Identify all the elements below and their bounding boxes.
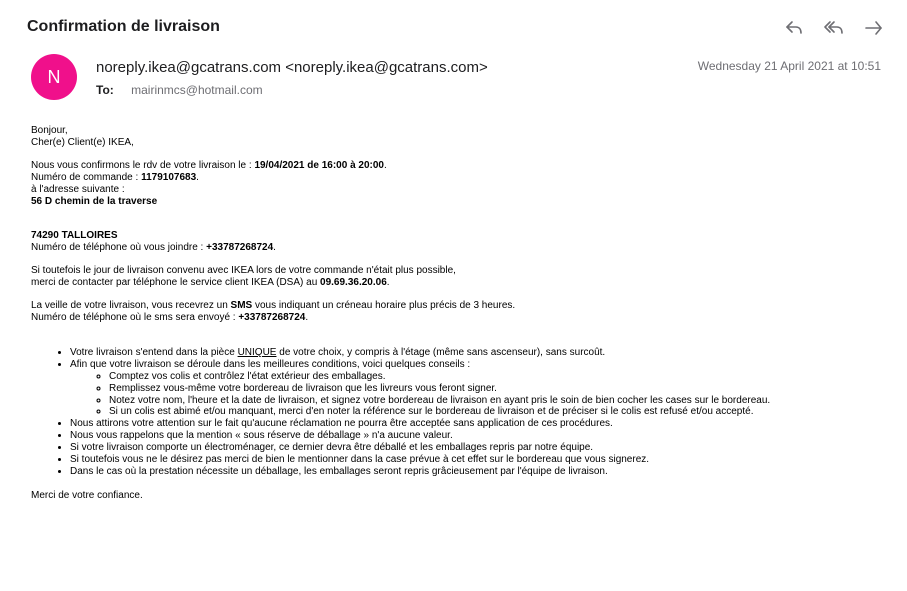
sms-line: La veille de votre livraison, vous recevrez un SMS vous indiquant un créneau horaire plus précis de 3 heures.	[31, 300, 516, 312]
reply-all-button[interactable]	[823, 17, 845, 39]
list-item: ◦ Comptez vos colis et contrôlez l'état extérieur des emballages.	[109, 371, 891, 383]
closing-line: Merci de votre confiance.	[31, 489, 143, 501]
to-label: To:	[96, 83, 114, 97]
sms-phone: +33787268724	[238, 311, 306, 323]
list-item: ◦ Remplissez vous-même votre bordereau de livraison que les livreurs vous feront signer.	[109, 383, 891, 395]
forward-button[interactable]	[863, 17, 885, 39]
list-item: • Nous vous rappelons que la mention « sous réserve de déballage » n'a aucune valeur.	[70, 430, 891, 442]
address-intro: à l'adresse suivante :	[31, 183, 125, 195]
order-number: 1179107683	[141, 171, 197, 183]
list-item: • Dans le cas où la prestation nécessite un déballage, les emballages seront repris grâcieusement par l'équipe de livraison.	[70, 466, 891, 478]
list-item: • Si votre livraison comporte un électroménager, ce dernier devra être déballé et les emballages repris par notre équipe.	[70, 442, 891, 454]
list-item: • Afin que votre livraison se déroule dans les meilleures conditions, voici quelques conseils : ◦ Comptez vos colis et contrôlez l'état extérieur des emballages. ◦ Remplissez vous-même votre bordereau de livraison que les livreurs vous feront signer. ◦ Notez votre nom, l'heure et la date de livraison, et signez votre bordereau de livraison en ayant pris le soin de bien cocher les cases sur le bordereau. ◦ Si un colis est abimé et/ou manquant, merci d'en noter la référence sur le bordereau de livraison et de préciser si le colis est refusé et/ou accepté.	[70, 359, 891, 419]
recipient-address[interactable]: mairinmcs@hotmail.com	[131, 83, 263, 97]
customer-service-line: merci de contacter par téléphone le service client IKEA (DSA) au 09.69.36.20.06.	[31, 277, 390, 289]
confirmation-line: Nous vous confirmons le rdv de votre livraison le : 19/04/2021 de 16:00 à 20:00.	[31, 159, 387, 171]
greeting-line: Cher(e) Client(e) IKEA,	[31, 136, 134, 148]
list-item: • Votre livraison s'entend dans la pièce UNIQUE de votre choix, y compris à l'étage (même sans ascenseur), sans surcoût.	[70, 347, 891, 359]
sms-word: SMS	[230, 300, 253, 312]
list-item: • Si toutefois vous ne le désirez pas merci de bien le mentionner dans la case prévue à cet effet sur le bordereau que vous signerez.	[70, 454, 891, 466]
reply-button[interactable]	[783, 17, 805, 39]
message-body	[31, 125, 891, 502]
order-number-line: Numéro de commande : 1179107683.	[31, 171, 199, 183]
delivery-slot: 19/04/2021 de 16:00 à 20:00	[254, 159, 384, 171]
contact-phone: +33787268724	[206, 242, 274, 254]
list-item: ◦ Notez votre nom, l'heure et la date de livraison, et signez votre bordereau de livraison en ayant pris le soin de bien cocher les cases sur le bordereau.	[109, 395, 891, 407]
reschedule-line: Si toutefois le jour de livraison convenu avec IKEA lors de votre commande n'était plus possible,	[31, 265, 456, 277]
recipient-row	[96, 83, 263, 97]
email-subject: Confirmation de livraison	[27, 18, 220, 35]
address-city: 74290 TALLOIRES	[31, 230, 118, 242]
reply-icon	[784, 18, 804, 38]
unique-word: UNIQUE	[237, 346, 277, 358]
customer-service-phone: 09.69.36.20.06	[320, 277, 387, 289]
advice-list	[31, 347, 891, 478]
reply-all-icon	[824, 18, 844, 38]
address-street: 56 D chemin de la traverse	[31, 195, 158, 207]
contact-phone-line: Numéro de téléphone où vous joindre : +33787268724.	[31, 242, 276, 254]
message-date: Wednesday 21 April 2021 at 10:51	[697, 59, 881, 73]
advice-sublist	[70, 371, 891, 419]
message-header	[0, 48, 907, 108]
list-item: • Nous attirons votre attention sur le fait qu'aucune réclamation ne pourra être acceptée sans application de ces procédures.	[70, 418, 891, 430]
forward-icon	[864, 18, 884, 38]
sender-avatar: N	[31, 54, 77, 100]
list-item: ◦ Si un colis est abimé et/ou manquant, merci d'en noter la référence sur le bordereau de livraison et de préciser si le colis est refusé et/ou accepté.	[109, 406, 891, 418]
sms-phone-line: Numéro de téléphone où le sms sera envoyé : +33787268724.	[31, 311, 309, 323]
sender-address[interactable]: noreply.ikea@gcatrans.com <noreply.ikea@gcatrans.com>	[96, 59, 488, 76]
greeting-line: Bonjour,	[31, 125, 68, 136]
message-actions	[783, 17, 885, 39]
